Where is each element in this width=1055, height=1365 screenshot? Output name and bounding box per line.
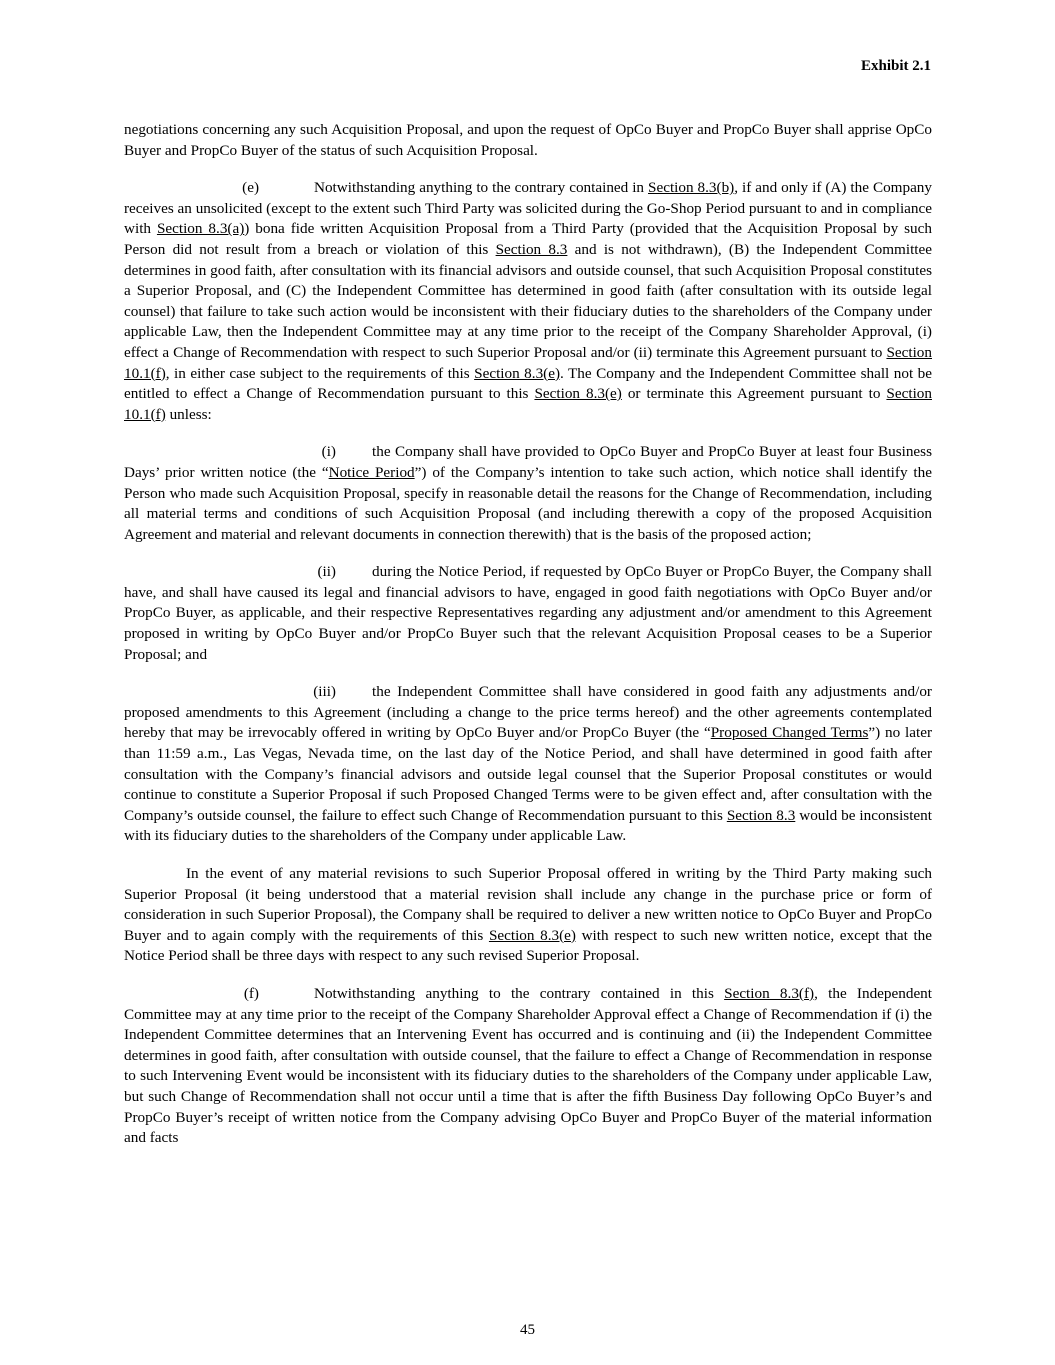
paragraph-i [124,442,932,545]
clause-label: (e) [242,179,259,197]
paragraph-revisions [124,864,932,967]
clause-label: (iii) [313,683,336,701]
paragraph-text: Notwithstanding anything to the contrary contained in this [314,984,725,1002]
clause-label: (i) [321,443,336,461]
paragraph-iii [124,682,932,847]
exhibit-label: Exhibit 2.1 [860,58,931,74]
paragraph-f [124,984,932,1149]
section-reference: Section 8.3(f) [724,984,815,1002]
section-reference: Section 8.3(b) [648,179,735,197]
paragraph-text: , the Independent Committee may at any time prior to the receipt of the Company Shareholder Approval effect a Change of Recommendation if (i) the Independent Committee determines that an Intervening Event has occurred and is continuing and (ii) the Independent Committee determines in good faith, after consultation with outside counsel, that the failure to effect a Change of Recommendation in response to such Intervening Event would be inconsistent with its fiduciary duties to the shareholders of the Company under applicable Law, but such Change of Recommendation shall not occur until a time that is after the fifth Business Day following OpCo Buyer’s and PropCo Buyer’s receipt of written notice from the Company advising OpCo Buyer and PropCo Buyer of the material information and facts [124,984,932,1147]
paragraph-text: would be inconsistent with its fiduciary duties to the shareholders of the Company under applicable Law. [124,806,932,845]
paragraph-text: with respect to such new written notice, except that the Notice Period shall be three days with respect to any such revised Superior Proposal. [124,926,932,965]
paragraph-text: unless: [165,405,212,423]
paragraph-text: , in either case subject to the requirements of this [165,364,475,382]
paragraph-text: negotiations concerning any such Acquisition Proposal, and upon the request of OpCo Buyer and PropCo Buyer shall apprise OpCo Buyer and PropCo Buyer of the status of such Acquisition Proposal. [124,121,932,159]
section-reference: Section 10.1(f) [124,385,932,423]
page-number: 45 [520,1322,535,1338]
paragraph-text: In the event of any material revisions to such Superior Proposal offered in writing by the Third Party making such Superior Proposal (it being understood that a material revision shall include any change in the purchase price or form of consideration in such Superior Proposal), the Company shall be required to deliver a new written notice to OpCo Buyer and PropCo Buyer and to again comply with the requirements of this [124,865,932,944]
defined-term: Notice Period [328,463,415,481]
paragraph-text: or terminate this Agreement pursuant to [621,385,887,403]
paragraph-text: and is not withdrawn), (B) the Independent Committee determines in good faith, after consultation with its financial advisors and outside counsel, that such Acquisition Proposal constitutes a Superior Proposal, and (C) the Independent Committee has determined in good faith (after consultation with its outside legal counsel) that failure to take such action would be inconsistent with their fiduciary duties to the shareholders of the Company under applicable Law, then the Independent Committee may at any time prior to the receipt of the Company Shareholder Approval, (i) effect a Change of Recommendation with respect to such Superior Proposal and/or (ii) terminate this Agreement pursuant to [124,240,932,361]
paragraph-e [124,178,932,425]
paragraph-text: ) bona fide written Acquisition Proposal from a Third Party (provided that the Acquisition Proposal by such Person did not result from a breach or violation of this [124,220,932,258]
clause-label: (f) [243,984,259,1002]
paragraph-text: during the Notice Period, if requested by OpCo Buyer or PropCo Buyer, the Company shall have, and shall have caused its legal and financial advisors to have, engaged in good faith negotiations with OpCo Buyer and/or PropCo Buyer, as applicable, and their respective Representatives regarding any adjustment and/or amendment to this Agreement proposed in writing by OpCo Buyer and/or PropCo Buyer such that the relevant Acquisition Proposal ceases to be a Superior Proposal; and [124,563,932,663]
defined-term: Proposed Changed Terms [710,724,869,742]
section-reference: Section 8.3(e) [534,385,622,403]
section-reference: Section 8.3 [726,806,796,824]
paragraph-text: the Independent Committee shall have considered in good faith any adjustments and/or proposed amendments to this Agreement (including a change to the price terms hereof) and the other agreements contemplated hereby that may be irrevocably offered in writing by OpCo Buyer and/or PropCo Buyer (the “ [124,683,932,742]
paragraph-ii [124,562,932,665]
clause-label: (ii) [317,563,336,581]
section-reference: Section 8.3(e) [474,364,561,382]
section-reference: Section 10.1(f) [124,343,932,382]
section-reference: Section 8.3 [495,240,568,258]
paragraph-continuation [124,120,932,161]
paragraph-text: ”) no later than 11:59 a.m., Las Vegas, Nevada time, on the last day of the Notice Period, and shall have determined in good faith after consultation with the Company’s financial advisors and outside legal counsel that the Superior Proposal constitutes or would continue to constitute a Superior Proposal if such Proposed Changed Terms were to be given effect and, after consultation with the Company’s outside counsel, the failure to effect such Change of Recommendation pursuant to this [124,724,933,824]
paragraph-text: Notwithstanding anything to the contrary contained in [314,179,649,197]
section-reference: Section 8.3(e) [488,926,576,944]
paragraph-text: the Company shall have provided to OpCo Buyer and PropCo Buyer at least four Business Days’ prior written notice (the “ [124,443,932,481]
paragraph-text: , if and only if (A) the Company receives an unsolicited (except to the extent such Third Party was solicited during the Go-Shop Period pursuant to and in compliance with [124,179,932,238]
paragraph-text: . The Company and the Independent Committee shall not be entitled to effect a Change of Recommendation pursuant to this [124,364,932,403]
section-reference: Section 8.3(a) [156,220,245,238]
document-body [124,120,932,1166]
paragraph-text: ”) of the Company’s intention to take such action, which notice shall identify the Person who made such Acquisition Proposal, specify in reasonable detail the reasons for the Change of Recommendation, including all material terms and conditions of such Acquisition Proposal (and including therewith a copy of the proposed Acquisition Agreement and material and relevant documents in connection therewith) that is the basis of the proposed action; [124,463,932,543]
